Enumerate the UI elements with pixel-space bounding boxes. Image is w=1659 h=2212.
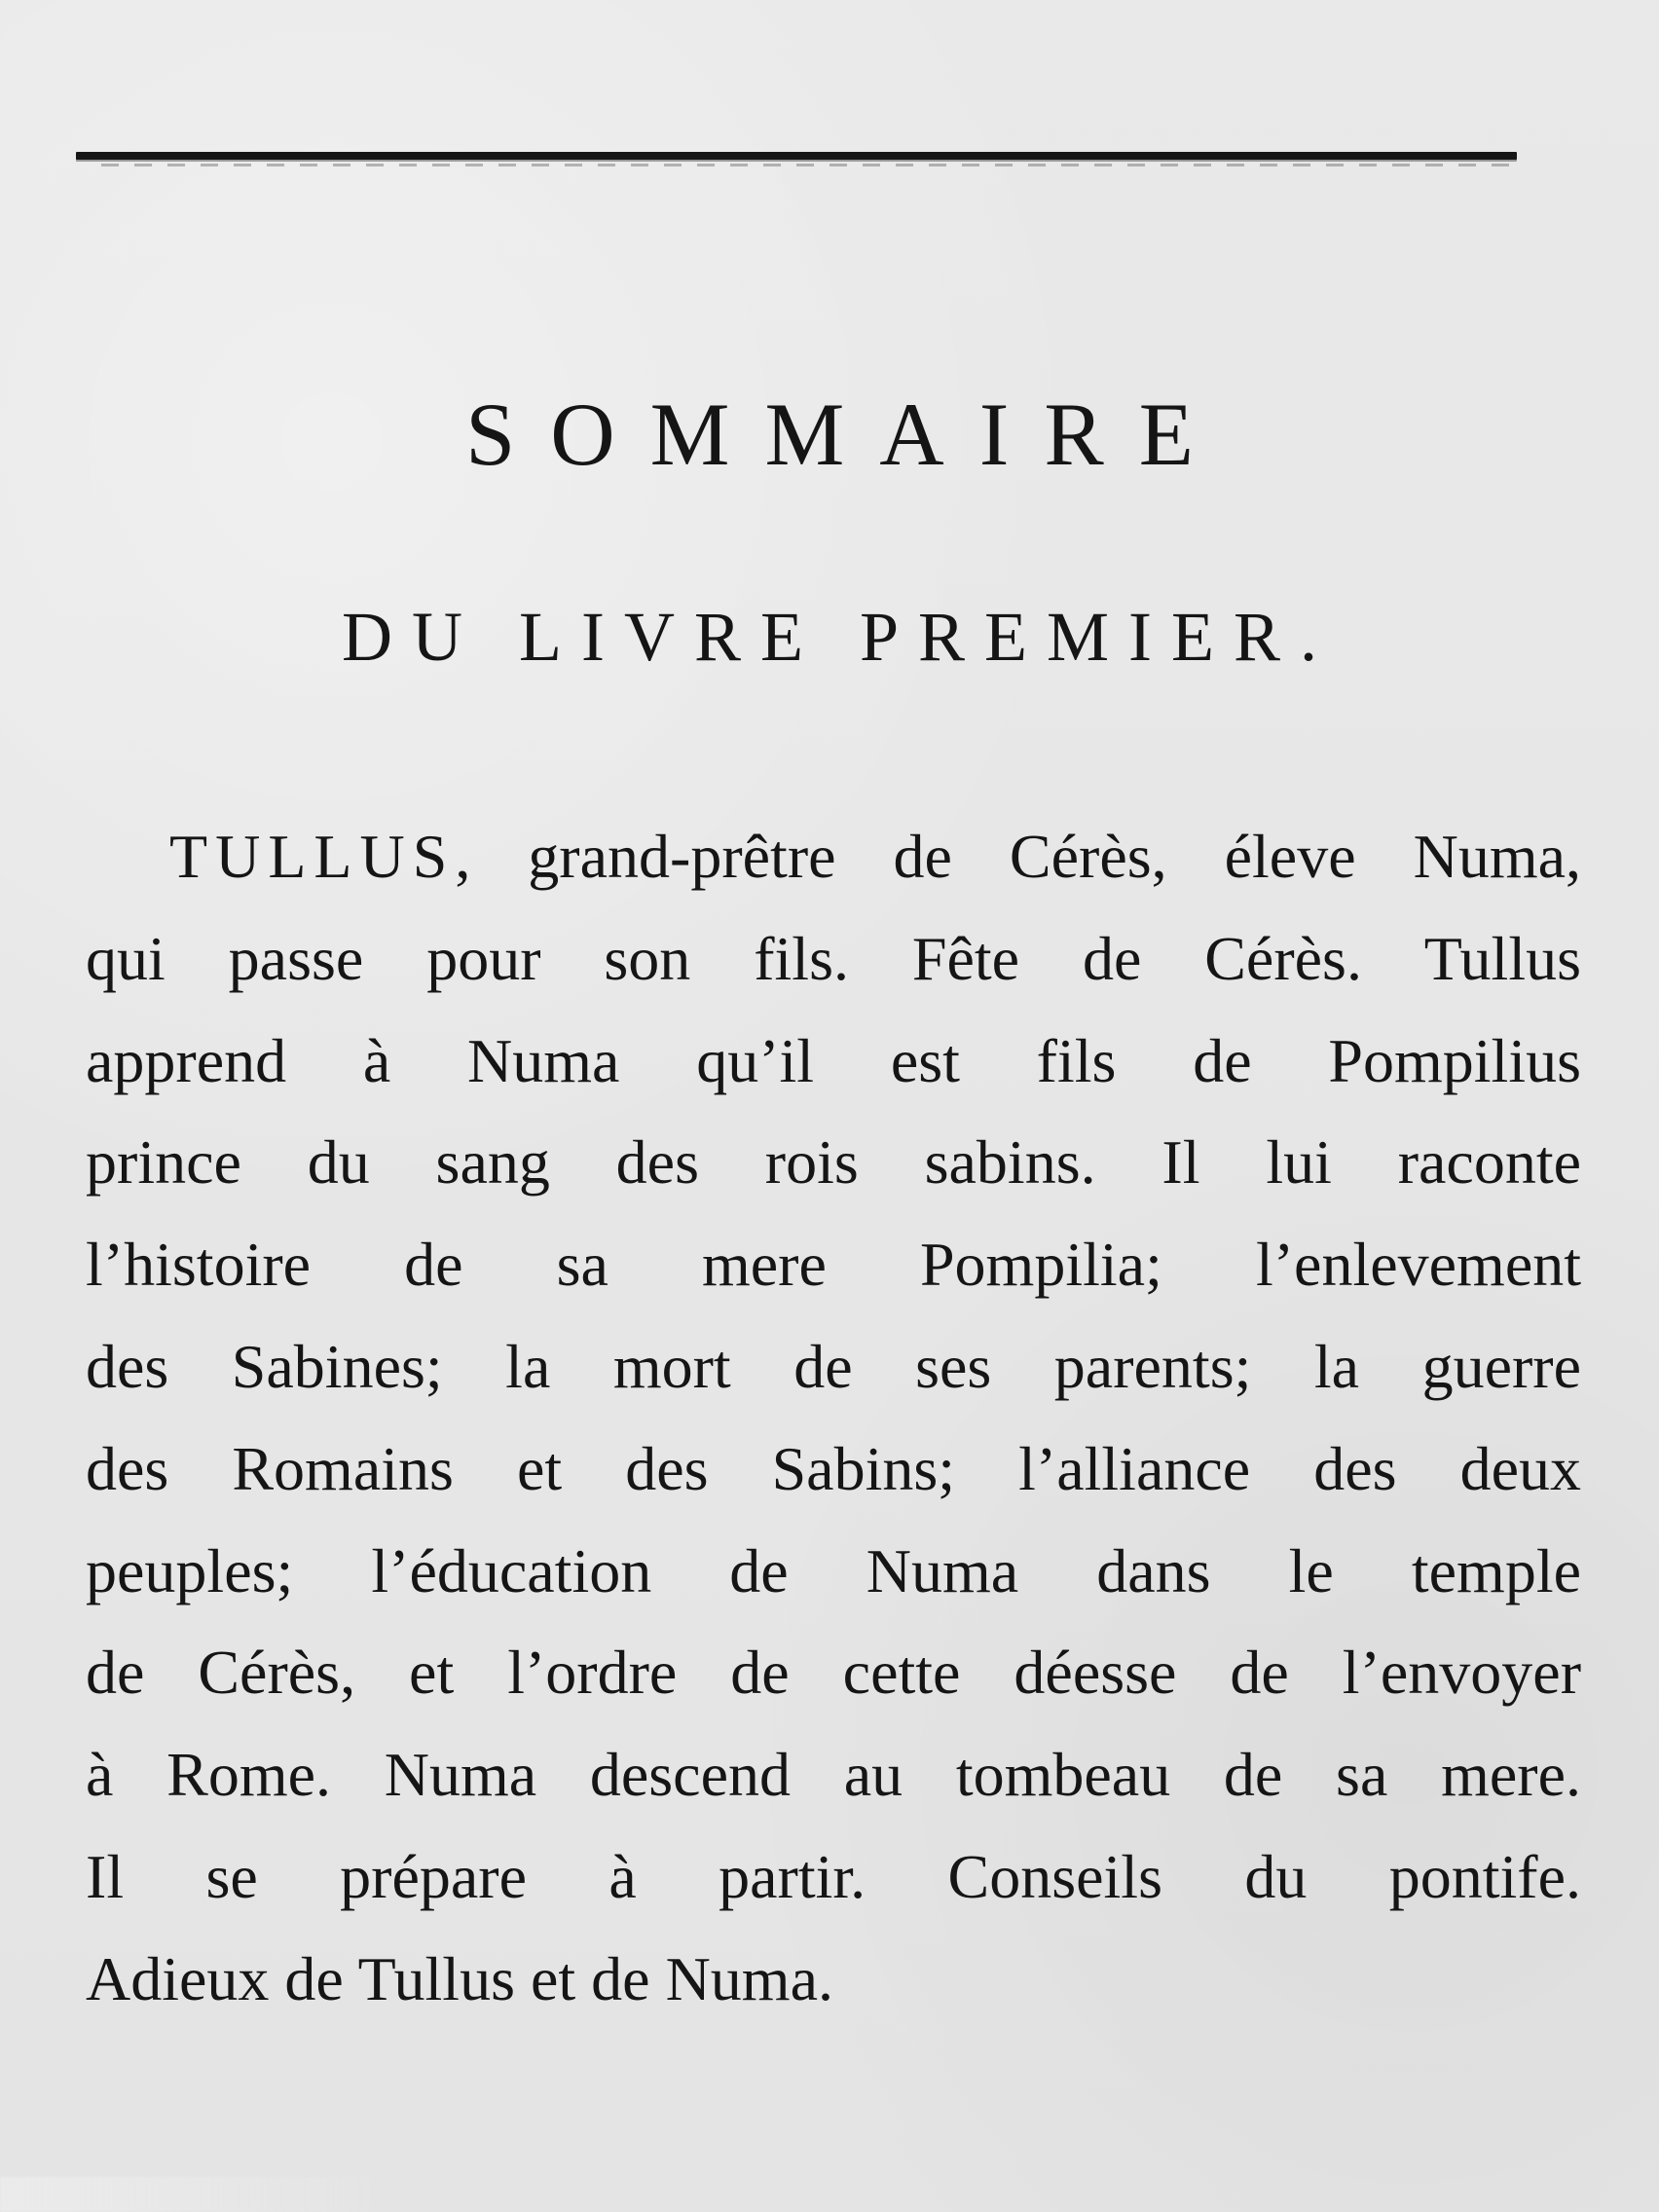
summary-line-6: des Sabines; la mort de ses parents; la guerre	[86, 1331, 1581, 1401]
summary-line-7: des Romains et des Sabins; l’alliance des deux	[86, 1433, 1581, 1503]
summary-line-9: de Cérès, et l’ordre de cette déesse de l’envoyer	[86, 1638, 1581, 1708]
summary-line-3: apprend à Numa qu’il est fils de Pompilius	[86, 1025, 1581, 1095]
summary-line-2: qui passe pour son fils. Fête de Cérès. Tullus	[86, 923, 1581, 993]
summary-line-1-text: , grand-prêtre de Cérès, éleve Numa,	[455, 822, 1581, 891]
page-title: SOMMAIRE	[465, 385, 1229, 484]
summary-line-11: Il se prépare à partir. Conseils du pontife.	[86, 1841, 1581, 1911]
summary-line-4: prince du sang des rois sabins. Il lui raconte	[86, 1127, 1581, 1198]
summary-line-1	[86, 806, 1581, 908]
summary-line-8: peuples; l’éducation de Numa dans le temple	[86, 1535, 1581, 1605]
summary-line-10: à Rome. Numa descend au tombeau de sa mere.	[86, 1740, 1581, 1810]
page-subtitle: DU LIVRE PREMIER.	[342, 598, 1337, 676]
summary-line-5: l’histoire de sa mere Pompilia; l’enlevement	[86, 1230, 1581, 1300]
summary-paragraph	[86, 806, 1581, 2031]
top-rule	[76, 152, 1517, 160]
bottom-page-mark	[0, 2177, 370, 2212]
summary-line-12: Adieux de Tullus et de Numa.	[86, 1943, 833, 2013]
summary-first-word: TULLUS	[169, 822, 456, 891]
